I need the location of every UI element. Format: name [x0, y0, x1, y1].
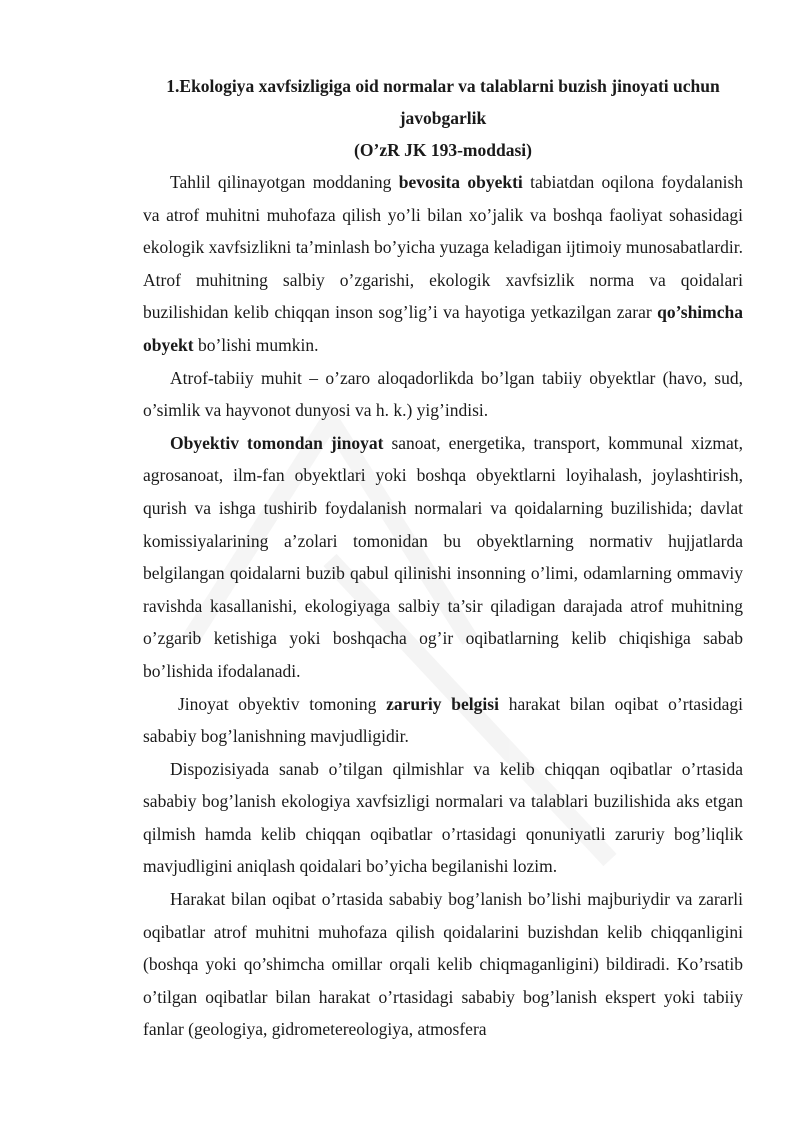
paragraph-6-text: Harakat bilan oqibat o’rtasida sababiy bog’lanish bo’lishi majburiydir va zararli oqibatlar atrof muhitni muhofaza qilish qoidalarini buzishdan kelib chiqqanligini (boshqa yoki qo’shimcha omillar orqali kelib chiqmaganligini) bildiradi. Ko’rsatib o’tilgan oqibatlar bilan harakat o’rtasidagi sababiy bog’lanish ekspert yoki tabiiy fanlar (geologiya, gidrometereologiya, atmosfera — [143, 889, 743, 1040]
heading-article-ref: (O’zR JK 193-moddasi) — [354, 140, 532, 160]
term-additional-object: qo’shimcha obyekt — [143, 302, 743, 355]
term-objective-side: Obyektiv tomondan jinoyat — [170, 432, 384, 453]
paragraph-5-text: Dispozisiyada sanab o’tilgan qilmishlar va kelib chiqqan oqibatlar o’rtasida sababiy bog’lanish ekologiya xavfsizligi normalari va talablari buzilishida aks etgan qilmish hamda kelib chiqqan oqibatlar o’rtasidagi qonuniyatli zaruriy bog’liqlik mavjudligini aniqlash qoidalari bo’yicha begilanishi lozim. — [143, 758, 743, 877]
document-page — [143, 70, 743, 1046]
paragraph-4-text-b: harakat bilan oqibat o’rtasidagi sababiy bog’lanishning mavjudligidir. — [143, 693, 743, 747]
paragraph-2-text: Atrof-tabiiy muhit – o’zaro aloqadorlikda bo’lgan tabiiy obyektlar (havo, sud, o’simlik va hayvonot dunyosi va h. k.) yig’indisi. — [143, 367, 743, 421]
paragraph-1 — [143, 166, 743, 362]
paragraph-4 — [143, 688, 743, 753]
term-necessary-feature: zaruriy belgisi — [386, 693, 499, 714]
heading-title: 1.Ekologiya xavfsizligiga oid normalar va talablarni buzish jinoyati uchun javobgarlik — [166, 76, 720, 128]
paragraph-1-text-a: Tahlil qilinayotgan moddaning — [170, 172, 399, 192]
paragraph-2 — [143, 362, 743, 427]
paragraph-1-text-b: tabiatdan oqilona foydalanish va atrof muhitni muhofaza qilish yo’li bilan xo’jalik va boshqa faoliyat sohasidagi ekologik xavfsizlikni ta’minlash bo’yicha yuzaga keladigan ijtimoiy munosabatlardir. Atrof muhitning salbiy o’zgarishi, ekologik xavfsizlik norma va qoidalari buzilishidan kelib chiqqan inson sog’lig’i va hayotiga yetkazilgan zarar — [143, 172, 743, 323]
term-direct-object: bevosita obyekti — [398, 172, 523, 192]
paragraph-6 — [143, 883, 743, 1046]
document-heading — [143, 70, 743, 166]
paragraph-3-text: sanoat, energetika, transport, kommunal xizmat, agrosanoat, ilm-fan obyektlari yoki boshqa obyektlarni loyihalash, joylashtirish, qurish va ishga tushirib foydalanish normalari va qoidalarning buzilishida; davlat komissiyalarining a’zolari tomonidan bu obyektlarning normativ hujjatlarda belgilangan qoidalarni buzib qabul qilinishi insonning o’limi, odamlarning ommaviy ravishda kasallanishi, ekologiyaga salbiy ta’sir qiladigan darajada atrof muhitning o’zgarib ketishiga yoki boshqacha og’ir oqibatlarning kelib chiqishiga sabab bo’lishida ifodalanadi. — [143, 432, 743, 681]
paragraph-1-text-c: bo’lishi mumkin. — [193, 334, 319, 355]
paragraph-4-text-a: Jinoyat obyektiv tomoning — [178, 693, 387, 714]
paragraph-5 — [143, 753, 743, 883]
paragraph-3 — [143, 427, 743, 688]
